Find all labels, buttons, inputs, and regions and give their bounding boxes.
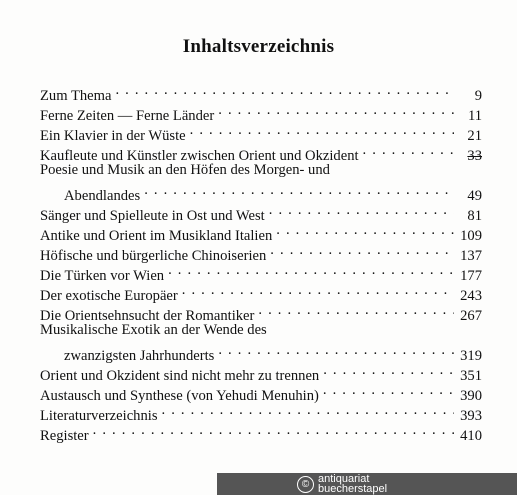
toc-page-number: 81	[467, 208, 482, 224]
toc-entry-title: Poesie und Musik an den Höfen des Morgen- und	[40, 162, 330, 178]
toc-page-number: 21	[467, 128, 482, 144]
toc-entry-title: Sänger und Spielleute in Ost und West	[40, 208, 265, 224]
dot-leader	[323, 380, 454, 400]
toc-page-number: 410	[460, 428, 482, 444]
toc-entry-title: Höfische und bürgerliche Chinoiserien	[40, 248, 267, 264]
toc-entry-title: Ferne Zeiten — Ferne Länder	[40, 108, 215, 124]
dot-leader	[93, 420, 454, 440]
toc-entry-title: Musikalische Exotik an der Wende des	[40, 322, 267, 338]
toc-page-number: 33	[467, 148, 482, 164]
toc-entry-title: Die Türken vor Wien	[40, 268, 165, 284]
watermark-banner	[217, 473, 517, 495]
toc-line	[40, 340, 482, 364]
toc-entry-title: Literaturverzeichnis	[40, 408, 158, 424]
toc-page-number: 11	[467, 108, 482, 124]
toc-entry-title: Ein Klavier in der Wüste	[40, 128, 186, 144]
toc-line	[40, 320, 482, 340]
toc-page-number: 9	[474, 88, 482, 104]
dot-leader	[144, 180, 454, 200]
toc-entry-title: zwanzigsten Jahrhunderts	[64, 348, 215, 364]
dot-leader	[168, 260, 454, 280]
watermark-text	[318, 474, 387, 494]
toc-entry	[40, 420, 482, 444]
toc-entry-title: Zum Thema	[40, 88, 112, 104]
toc-entry-title: Antike und Orient im Musikland Italien	[40, 228, 273, 244]
toc-entry-title: Orient und Okzident sind nicht mehr zu trennen	[40, 368, 320, 384]
toc-page-number: 351	[460, 368, 482, 384]
dot-leader	[276, 220, 454, 240]
dot-leader	[218, 340, 454, 360]
toc-entry-title: Abendlandes	[64, 188, 141, 204]
toc-page-number: 319	[460, 348, 482, 364]
toc-page-number: 390	[460, 388, 482, 404]
toc-page-number: 243	[460, 288, 482, 304]
dot-leader	[182, 280, 454, 300]
toc-entry	[40, 320, 482, 364]
toc-page-number: 137	[460, 248, 482, 264]
dot-leader	[323, 360, 454, 380]
toc-entry-title: Die Orientsehnsucht der Romantiker	[40, 308, 255, 324]
dot-leader	[258, 300, 454, 320]
dot-leader	[269, 200, 454, 220]
watermark-line1: antiquariat	[318, 473, 370, 485]
watermark-line2: buecherstapel	[318, 483, 388, 495]
dot-leader	[270, 240, 454, 260]
toc-page-number: 393	[460, 408, 482, 424]
dot-leader	[162, 400, 455, 420]
toc-entry	[40, 160, 482, 204]
toc-line	[40, 80, 482, 104]
dot-leader	[363, 140, 454, 160]
dot-leader	[218, 100, 454, 120]
toc-line	[40, 160, 482, 180]
table-of-contents	[40, 80, 482, 444]
dot-leader	[115, 80, 454, 100]
dot-leader	[190, 120, 454, 140]
copyright-icon: ©	[297, 476, 314, 493]
toc-line	[40, 180, 482, 204]
toc-entry-title: Kaufleute und Künstler zwischen Orient und Okzident	[40, 148, 359, 164]
toc-title: Inhaltsverzeichnis	[182, 36, 335, 57]
toc-page-number: 267	[460, 308, 482, 324]
toc-line	[40, 420, 482, 444]
toc-entry-title: Der exotische Europäer	[40, 288, 178, 304]
toc-entry	[40, 80, 482, 104]
toc-page-number: 109	[460, 228, 482, 244]
toc-page-number: 49	[467, 188, 482, 204]
toc-page-number: 177	[460, 268, 482, 284]
toc-entry-title: Register	[40, 428, 89, 444]
toc-entry-title: Austausch und Synthese (von Yehudi Menuhin)	[40, 388, 319, 404]
